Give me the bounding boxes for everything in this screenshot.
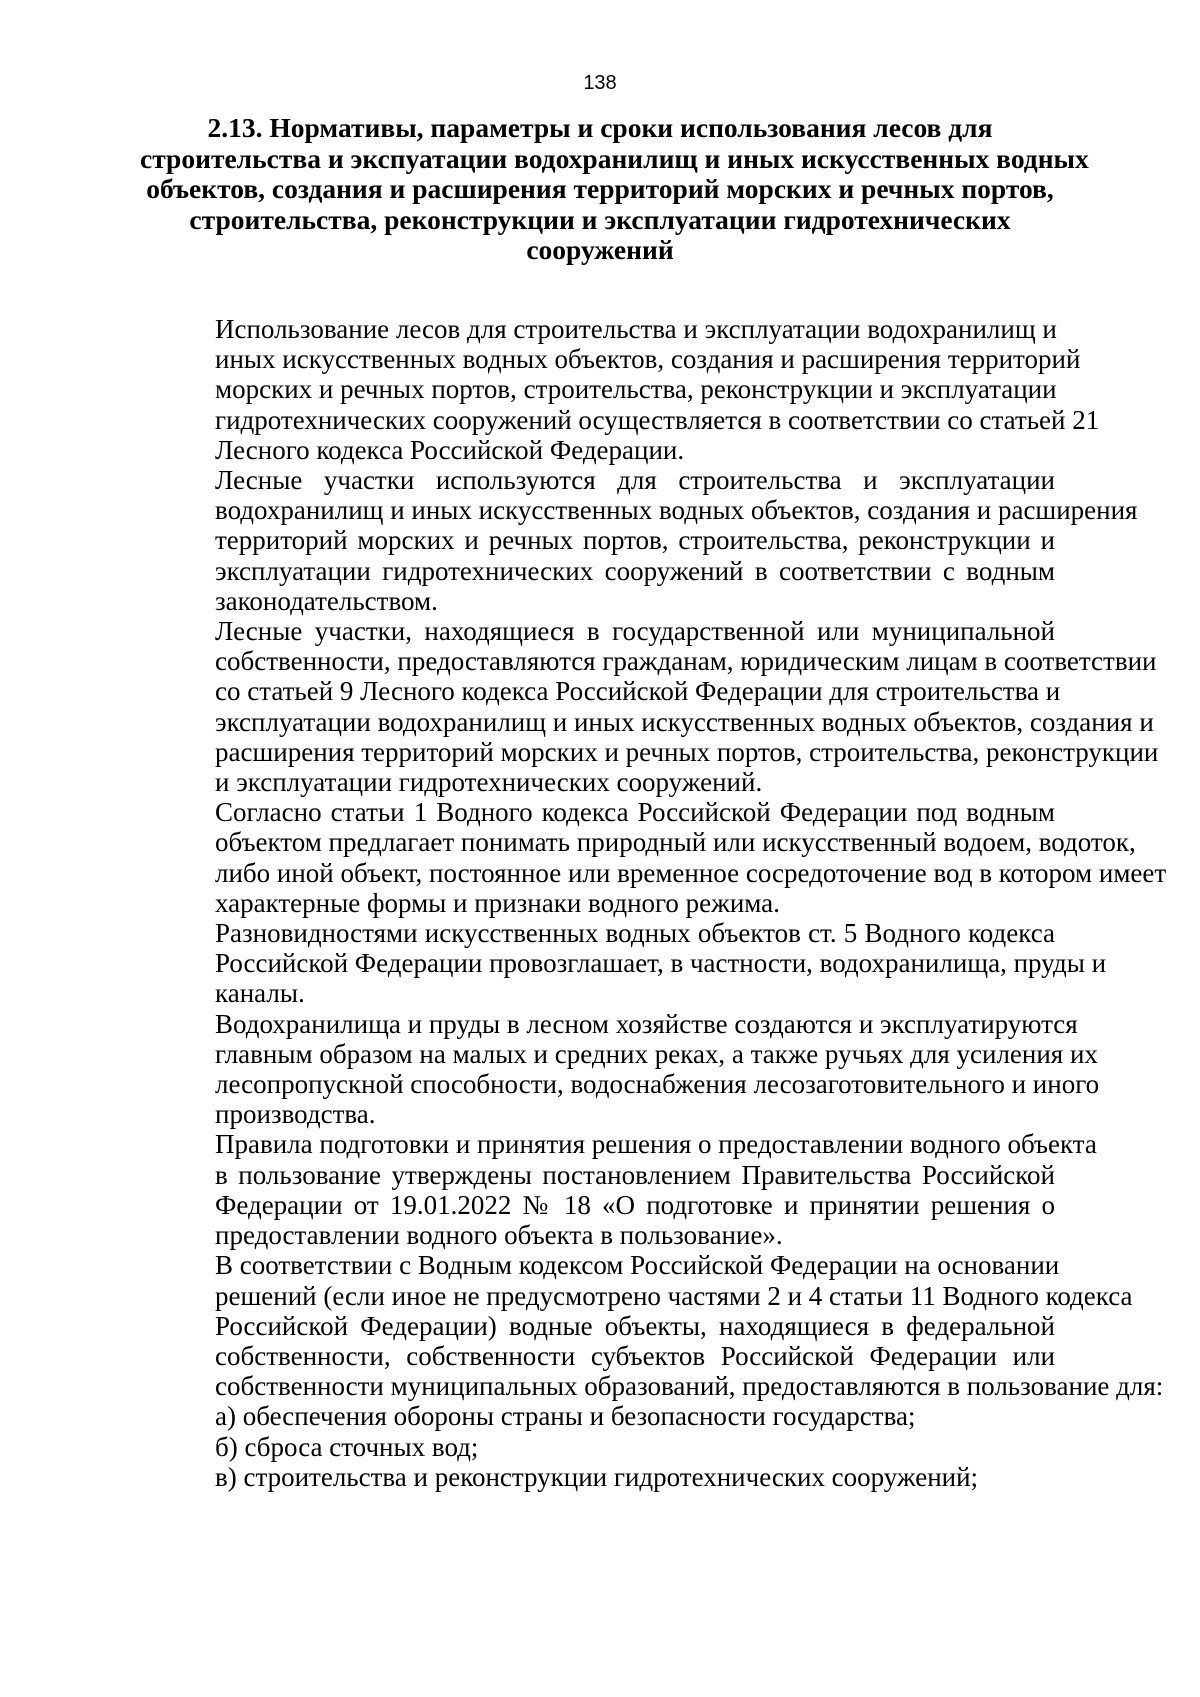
text-line: Российской Федерации) водные объекты, находящиеся в федеральной [215,1310,1055,1341]
text-line: Лесного кодекса Российской Федерации. [215,434,685,465]
list-item: а) обеспечения обороны страны и безопасности государства; [215,1401,916,1432]
text-line: законодательством. [215,585,438,616]
text-line: Российской Федерации провозглашает, в частности, водохранилища, пруды и [215,948,1107,979]
text-line: характерные формы и признаки водного режима. [215,887,780,918]
paragraph-forest-plots-use [145,465,1138,616]
text-line: территорий морских и речных портов, строительства, реконструкции и [215,525,1055,556]
text-line: Лесные участки, находящиеся в государственной или муниципальной [215,616,1055,647]
text-line: решений (если иное не предусмотрено частями 2 и 4 статьи 11 Водного кодекса [215,1280,1133,1311]
heading-line: объектов, создания и расширения территорий морских и речных портов, [146,173,1054,204]
text-line: предоставлении водного объекта в пользование». [215,1220,783,1251]
text-line: главным образом на малых и средних реках, а также ручьях для усиления их [215,1038,1098,1069]
paragraph-water-code-provision [145,1250,1164,1402]
text-line: собственности, собственности субъектов Российской Федерации или [215,1340,1055,1371]
text-line: каналы. [215,978,305,1009]
text-line: эксплуатации водохранилищ и иных искусственных водных объектов, создания и [215,706,1154,737]
text-line: в пользование утверждены постановлением Правительства Российской [215,1159,1055,1190]
text-line: Разновидностями искусственных водных объектов ст. 5 Водного кодекса [215,918,1055,949]
heading-line: строительства, реконструкции и эксплуатации гидротехнических [189,203,1011,235]
text-line: либо иной объект, постоянное или временное сосредоточение вод в котором имеет [215,857,1167,888]
text-line: эксплуатации гидротехнических сооружений в соответствии с водным [215,555,1055,586]
text-line: водохранилищ и иных искусственных водных объектов, создания и расширения [215,495,1138,526]
text-line: Лесные участки используются для строительства и эксплуатации [215,465,1055,496]
text-line: гидротехнических сооружений осуществляется в соответствии со статьей 21 [215,404,1100,435]
text-line: морских и речных портов, строительства, реконструкции и эксплуатации [215,374,1057,405]
text-line: производства. [215,1099,376,1130]
text-line: Правила подготовки и принятия решения о предоставлении водного объекта [215,1129,1097,1160]
section-heading [140,112,1089,266]
text-line: Федерации от 19.01.2022 № 18 «О подготовке и принятии решения о [215,1189,1055,1220]
text-line: Использование лесов для строительства и эксплуатации водохранилищ и [215,314,1057,344]
text-line: Водохранилища и пруды в лесном хозяйстве создаются и эксплуатируются [215,1008,1078,1039]
text-line: со статьей 9 Лесного кодекса Российской Федерации для строительства и [215,676,1061,707]
text-line: лесопропускной способности, водоснабжения лесозаготовительного и иного [215,1069,1100,1100]
text-line: иных искусственных водных объектов, создания и расширения территорий [215,344,1081,375]
document-body [145,314,1167,1492]
text-line: расширения территорий морских и речных портов, строительства, реконструкции [215,736,1159,767]
heading-line: сооружений [526,234,674,265]
text-line: собственности, предоставляются гражданам, юридическим лицам в соответствии [215,646,1157,677]
text-line: объектом предлагает понимать природный или искусственный водоем, водоток, [215,827,1136,858]
paragraph-forest-use [145,314,1100,465]
text-line: Согласно статьи 1 Водного кодекса Российской Федерации под водным [215,797,1055,828]
heading-line: строительства и экспуатации водохранилищ и иных искусственных водных [140,142,1089,174]
list-item: б) сброса сточных вод; [215,1431,479,1462]
paragraph-reservoirs-and-ponds [145,1008,1100,1130]
list-item: в) строительства и реконструкции гидротехнических сооружений; [215,1461,979,1492]
heading-line: 2.13. Нормативы, параметры и сроки использования лесов для [207,112,993,143]
paragraph-artificial-water-objects [145,918,1107,1009]
paragraph-provision-rules [145,1129,1097,1251]
text-line: и эксплуатации гидротехнических сооружений. [215,767,763,798]
text-line: В соответствии с Водным кодексом Российской Федерации на основании [215,1250,1060,1281]
page-number: 138 [583,72,617,94]
paragraph-forest-plots-provision [145,616,1159,798]
text-line: собственности муниципальных образований, предоставляются в пользование для: [215,1371,1164,1402]
paragraph-water-object-definition [145,797,1167,918]
